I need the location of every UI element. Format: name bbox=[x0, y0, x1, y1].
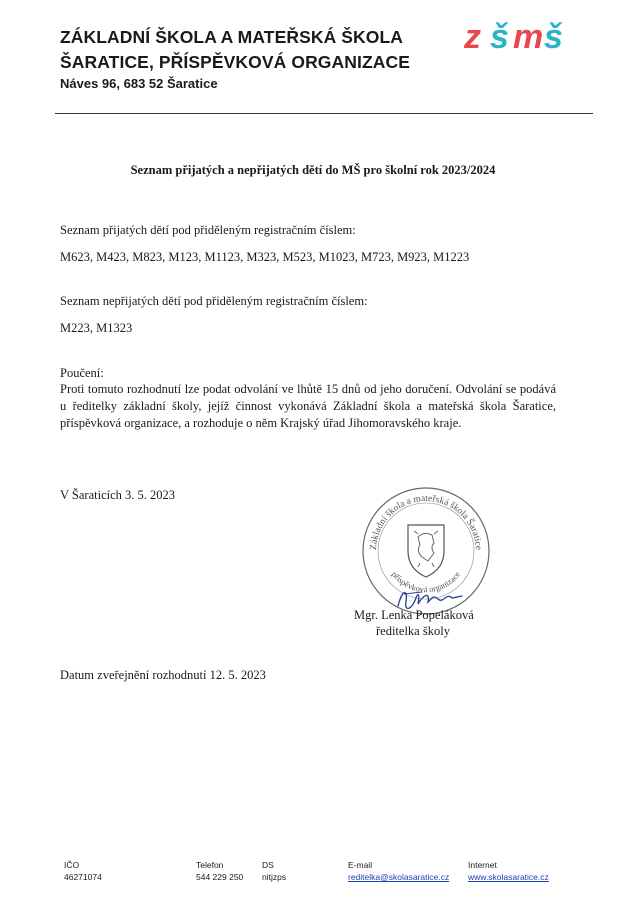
footer-phone-value: 544 229 250 bbox=[196, 872, 244, 882]
document-title: Seznam přijatých a nepřijatých dětí do MŠ pro školní rok 2023/2024 bbox=[130, 163, 496, 177]
svg-text:š: š bbox=[490, 18, 509, 54]
rejected-heading: Seznam nepřijatých dětí pod přiděleným registračním číslem: bbox=[60, 294, 368, 308]
svg-text:z: z bbox=[464, 18, 481, 54]
school-name-line-2: ŠARATICE, PŘÍSPĚVKOVÁ ORGANIZACE bbox=[60, 52, 410, 72]
header-divider bbox=[55, 113, 593, 114]
footer-ico-value: 46271074 bbox=[64, 872, 102, 882]
footer-ico-label: IČO bbox=[64, 860, 80, 870]
footer-web-link[interactable]: www.skolasaratice.cz bbox=[468, 872, 549, 882]
footer-phone-label: Telefon bbox=[196, 860, 224, 870]
footer-ds-label: DS bbox=[262, 860, 274, 870]
stamp-text-bottom: příspěvková organizace bbox=[389, 569, 463, 595]
footer-web-label: Internet bbox=[468, 860, 497, 870]
signer-role: ředitelka školy bbox=[376, 624, 450, 638]
accepted-list: M623, M423, M823, M123, M1123, M323, M523, M1023, M723, M923, M1223 bbox=[60, 250, 470, 264]
coat-of-arms-icon bbox=[408, 525, 444, 577]
notice-body: Proti tomuto rozhodnutí lze podat odvolání ve lhůtě 15 dnů od jeho doručení. Odvolání se podává u ředitelky základní školy, jejíž činnost vykonává Základní škola a mateřská škola Šaratice, příspěvková organizace, a rozhoduje o něm Krajský úřad Jihomoravského kraje. bbox=[60, 382, 556, 430]
place-and-date: V Šaraticích 3. 5. 2023 bbox=[60, 488, 176, 502]
publication-date: Datum zveřejnění rozhodnutí 12. 5. 2023 bbox=[60, 668, 266, 682]
svg-text:m: m bbox=[513, 18, 544, 54]
school-name-line-1: ZÁKLADNÍ ŠKOLA A MATEŘSKÁ ŠKOLA bbox=[60, 27, 404, 47]
footer-email-label: E-mail bbox=[348, 860, 373, 870]
signer-name: Mgr. Lenka Popeláková bbox=[354, 608, 474, 622]
stamp-text-top: Základní škola a mateřská škola Šaratice bbox=[368, 493, 484, 551]
accepted-heading: Seznam přijatých dětí pod přiděleným registračním číslem: bbox=[60, 223, 356, 237]
school-address: Náves 96, 683 52 Šaratice bbox=[60, 76, 218, 91]
notice-heading: Poučení: bbox=[60, 366, 104, 380]
svg-text:š: š bbox=[544, 18, 563, 54]
school-logo bbox=[462, 14, 566, 54]
footer-ds-value: nitjzps bbox=[262, 872, 287, 882]
rejected-list: M223, M1323 bbox=[60, 321, 133, 335]
footer-email-link[interactable]: reditelka@skolasaratice.cz bbox=[348, 872, 450, 882]
